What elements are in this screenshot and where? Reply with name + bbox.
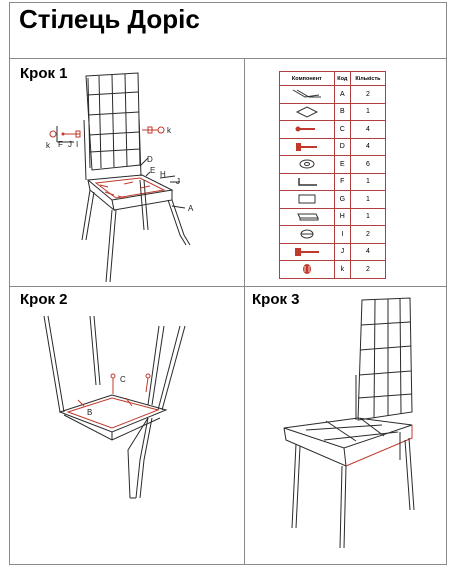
allen-key-part-icon — [289, 175, 325, 189]
part-code: I — [334, 226, 350, 244]
header-code: Код — [334, 72, 350, 86]
bracket-part-icon — [289, 192, 325, 206]
header-component: Компонент — [280, 72, 335, 86]
cap-part-icon — [289, 262, 325, 276]
step1-label: Крок 1 — [20, 65, 68, 82]
step3-label: Крок 3 — [252, 291, 300, 308]
spring-washer-part-icon — [289, 227, 325, 241]
part-code: D — [334, 138, 350, 156]
part-qty: 2 — [350, 86, 385, 104]
table-row — [280, 243, 386, 261]
part-code: J — [334, 243, 350, 261]
part-qty: 6 — [350, 156, 385, 174]
table-row — [280, 156, 386, 174]
part-qty: 1 — [350, 103, 385, 121]
header-quantity: Кількість — [350, 72, 385, 86]
part-qty: 2 — [350, 261, 385, 279]
table-row — [280, 173, 386, 191]
plate-part-icon — [289, 210, 325, 224]
table-row — [280, 103, 386, 121]
step2-label: Крок 2 — [20, 291, 68, 308]
parts-table-header — [280, 72, 386, 86]
frame-part-icon — [289, 87, 325, 101]
label-i: I — [76, 140, 79, 149]
table-row — [280, 138, 386, 156]
part-code: A — [334, 86, 350, 104]
part-qty: 2 — [350, 226, 385, 244]
washer-part-icon — [289, 157, 325, 171]
table-row — [280, 86, 386, 104]
part-code: C — [334, 121, 350, 139]
table-row — [280, 261, 386, 279]
table-row — [280, 121, 386, 139]
label-j-right: J — [176, 177, 180, 186]
label-k-right: k — [167, 126, 171, 135]
part-code: F — [334, 173, 350, 191]
part-qty: 1 — [350, 173, 385, 191]
part-qty: 4 — [350, 138, 385, 156]
label-k-left: k — [46, 141, 50, 150]
seat-part-icon — [289, 105, 325, 119]
label-b: B — [87, 408, 93, 417]
label-j: J — [68, 140, 72, 149]
table-row — [280, 226, 386, 244]
table-row — [280, 208, 386, 226]
parts-table — [279, 71, 386, 279]
label-e: E — [150, 166, 156, 175]
screw-part-icon — [289, 122, 325, 136]
part-qty: 1 — [350, 191, 385, 209]
part-code: G — [334, 191, 350, 209]
part-code: k — [334, 261, 350, 279]
label-f: F — [58, 140, 63, 149]
label-c: C — [120, 375, 126, 384]
label-d: D — [147, 155, 153, 164]
part-code: B — [334, 103, 350, 121]
table-row — [280, 191, 386, 209]
label-a: A — [188, 204, 194, 213]
part-code: H — [334, 208, 350, 226]
bolt-part-icon — [289, 140, 325, 154]
part-code: E — [334, 156, 350, 174]
assembled-chair-illustration — [284, 298, 414, 548]
long-bolt-part-icon — [289, 245, 325, 259]
part-qty: 1 — [350, 208, 385, 226]
part-qty: 4 — [350, 121, 385, 139]
part-qty: 4 — [350, 243, 385, 261]
label-h: H — [160, 170, 166, 179]
page-title: Стілець Доріс — [19, 4, 200, 34]
